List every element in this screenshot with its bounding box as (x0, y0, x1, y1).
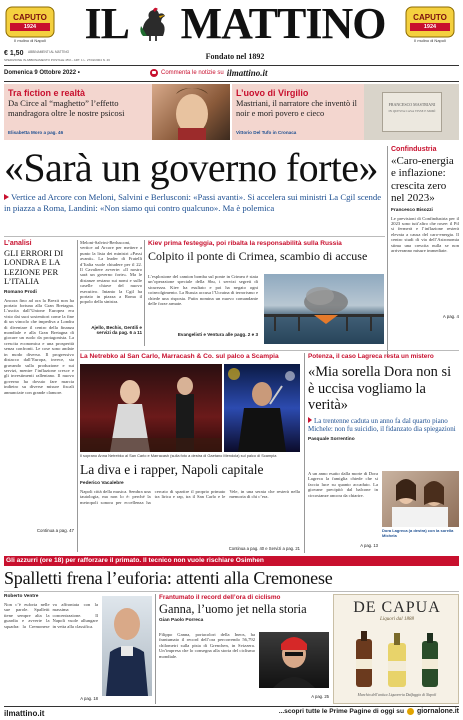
crimea-kicker: Kiev prima festeggia, poi ribalta la responsabilità sulla Russia (148, 240, 342, 247)
founded: Fondato nel 1892 (205, 52, 265, 61)
price: € 1,50 (4, 50, 24, 57)
caputo-badge-icon (404, 3, 456, 43)
rooster-icon (137, 6, 171, 42)
sport-article[interactable] (4, 594, 152, 704)
teaser-left-kicker: Tra fiction e realtà (8, 88, 86, 98)
netrebko-photo[interactable] (80, 364, 222, 452)
ganna-headline: Ganna, l’uomo jet nella storia (159, 602, 307, 616)
potenza-headline: «Mia sorella Dora non si è uccisa vogliamo la verità» (308, 364, 452, 414)
ganna-continue: A pag. 25 (311, 694, 329, 699)
marracash-photo[interactable] (224, 364, 300, 452)
potenza-continue: A pag. 13 (360, 543, 378, 548)
mandragora-image (152, 84, 230, 140)
left-badge-caption: Il mulino di Napoli (14, 38, 46, 43)
main-subhead (4, 192, 384, 213)
meloni-divider (144, 240, 145, 346)
ganna-author: Gian Paolo Porreca (159, 618, 204, 623)
masthead-title[interactable] (80, 2, 390, 46)
dateline-date: Domenica 9 Ottobre 2022 • (4, 70, 80, 76)
dateline-rule (4, 81, 459, 82)
potenza-subhead (308, 417, 459, 434)
de-capua-ad[interactable] (333, 594, 459, 704)
concert-kicker: La Netrebko al San Carlo, Marracash & Co. sul palco a Scampia (80, 353, 279, 360)
analysis-headline: GLI ERRORI DI LONDRA E LA LEZIONE PER L’ITALIA (4, 248, 64, 287)
inflation-author: Francesco Bisozzi (391, 207, 433, 213)
ganna-photo (259, 632, 329, 688)
left-badge-top: CAPUTO (13, 13, 47, 22)
comment-site[interactable]: ilmattino.it (226, 68, 268, 78)
postal-note: SPEDIZIONE IN ABBONAMENTO POSTALE 45% - ART. 1 L. 27/02/2004 N. 46 (4, 58, 110, 62)
meloni-column[interactable] (80, 240, 142, 346)
sport-divider (155, 594, 156, 704)
potenza-divider (304, 353, 305, 553)
concert-headline[interactable]: La diva e i rapper, Napoli capitale (80, 462, 264, 477)
ganna-kicker: Frantumato il record dell’ora di ciclismo (159, 594, 281, 601)
right-col-divider (387, 146, 388, 356)
left-badge-year: 1924 (23, 24, 37, 30)
sport-rule (4, 591, 459, 592)
footer-right[interactable] (200, 708, 459, 715)
footer-right-site: giornalone.it (417, 708, 459, 715)
crimea-byline: Evangelisti e Ventura alle pagg. 2 e 3 (177, 332, 258, 337)
crimea-block[interactable] (148, 240, 384, 346)
right-badge-caption: Il mulino di Napoli (414, 38, 446, 43)
analysis-label: L’analisi (4, 240, 32, 247)
inflation-block[interactable] (391, 146, 459, 356)
lagreca-photo-caption: Dora Lagreca (a destra) con la sorella Michela (382, 528, 454, 538)
ad-bottles (342, 629, 452, 689)
sport-author: Roberto Ventre (4, 594, 39, 599)
ad-brand: DE CAPUA (353, 599, 441, 616)
inflation-continue: A pag. 4 (442, 313, 459, 319)
potenza-block[interactable] (308, 353, 459, 553)
inflation-headline: «Caro-energia e inflazione: crescita zero nel 2023» (391, 155, 454, 205)
meloni-bylines: Ajello, Bechis, Gentili e servizi da pag. 6 a 11 (91, 325, 142, 335)
potenza-author: Pasquale Sorrentino (308, 436, 355, 442)
analysis-block[interactable] (4, 240, 74, 552)
teaser-left-headline: Da Circe al “maghetto” l’effetto mandragora oltre le nostre psicosi (8, 98, 125, 118)
ad-tagline: Liquori dal 1888 (380, 617, 414, 622)
potenza-subhead-text: La trentenne caduta un anno fa dal quarto piano Michele: non fu suicidio, il fidanzato dia spiegazioni (308, 416, 456, 434)
masthead-title-left: IL (84, 0, 127, 48)
plaque-line1: FRANCESCO MASTRIANI (388, 102, 436, 107)
teaser-right-headline: Mastriani, il narratore che inventò il noir e morì povero e cieco (236, 99, 357, 118)
comment-icon (150, 69, 158, 77)
main-rule (4, 236, 385, 237)
lagreca-photo (382, 471, 459, 527)
bullet-triangle-icon (308, 417, 312, 423)
right-badge-year: 1924 (423, 24, 437, 30)
teaser-left[interactable] (4, 84, 230, 140)
crimea-bridge-image (264, 274, 384, 344)
ganna-article[interactable] (159, 594, 329, 704)
teaser-left-byline: Elisabetta Moro a pag. 46 (8, 130, 64, 135)
concert-rule (80, 350, 459, 351)
teaser-right-byline: Vittorio Del Tufo in Cronaca (236, 130, 297, 135)
caputo-badge-icon (4, 3, 56, 43)
plaque-line2: IN QUESTA CASA VISSE E MORÌ (388, 109, 436, 113)
footer-left[interactable]: ilmattino.it (4, 709, 45, 718)
potenza-kicker: Potenza, il caso Lagreca resta un mistero (308, 353, 434, 360)
ganna-body: Filippo Ganna, portacolori della Ineos, ha frantumato il record dell’ora percorrendo 56,792 chilometri sulla pista di Grenchen, in Svizzera. Un’impresa che lo consegna alla storia del ciclismo mondiale. (159, 632, 255, 659)
spalletti-photo (102, 596, 152, 696)
price-note: ABBINAMENTI AL MATTINO (28, 50, 70, 54)
potenza-body: A un anno esatto dalla morte di Dora Lagreca la famiglia chiede che si faccia luce su quanto accaduto. La giovane precipitò dal balcone in circostanze ancora da chiarire. (308, 471, 378, 498)
teaser-right[interactable] (232, 84, 459, 140)
inflation-body: Le previsioni di Confindustria per il 2023 sono tutt’altro che rosee: il Pil si fermerà e l’inflazione resterà elevata a causa del caro-energia. Il centro studi di via dell’Astronomia stima una crescita nulla se non arriveranno misure immediate. (391, 215, 459, 254)
concert-body: Napoli città della musica. Sembra una tautologia, ma non lo è: perché la metropoli sonora per eccellenza ha cercato di spartire il proprio primato tra lirica e rap, tra il San Carlo e le Vele, in una serata che resterà nella memoria di chi c’era. (80, 489, 300, 505)
sport-body: Non c’è euforia nelle sue parole. Spalletti tiene sempre alta la guardia e avverte la squadra: la Cremonese va affrontata con la massima concentrazione. Il Napoli vuole allungare in vetta alla classifica. (4, 602, 98, 629)
concert-caption: Il soprano Anna Netrebko al San Carlo e Marracash (sulla foto a destra di Gaetano Mendola) sul palco di Scampia (80, 453, 277, 458)
sport-kicker: Gli azzurri (ore 18) per rafforzare il primato. Il tecnico non vuole rischiare Osimhen (6, 557, 264, 564)
giornalone-icon (407, 708, 414, 715)
analysis-divider (77, 240, 78, 552)
analysis-continue: Continua a pag. 47 (36, 527, 74, 533)
analysis-author: Romano Prodi (4, 289, 37, 295)
concert-author: Federico Vacalebre (80, 481, 124, 486)
footer-right-prefix: ...scopri tutte le Prime Pagine di oggi su (278, 708, 404, 715)
right-badge-top: CAPUTO (413, 13, 447, 22)
sport-continue: A pag. 18 (80, 696, 98, 701)
crimea-body: L’esplosione del camion bomba sul ponte in Crimea è stata un’operazione speciale della Sbu, i servizi segreti di sicurezza. Kiev ha esultato e poi ha negato ogni coinvolgimento. La Russia accusa l’Ucraina di terrorismo e chiede una risposta. Putin nomina un nuovo comandante delle forze armate. (148, 274, 258, 307)
footer-rule (4, 706, 459, 707)
comment-prefix: Commenta le notizie su (161, 70, 224, 76)
left-caputo-badge (4, 3, 56, 43)
right-caputo-badge (404, 3, 456, 43)
main-subhead-text: Vertice ad Arcore con Meloni, Salvini e Berlusconi: «Passi avanti». Si accelera sui ministri La Cgil scende in piazza a Roma, Landini: «Non siamo qui contro qualcuno». Ma è polemica (4, 192, 382, 213)
ad-footer: Marchio dell'antica Liquoreria Dalfaggio di Napoli (357, 693, 437, 697)
masthead-rule (4, 65, 459, 66)
inflation-label: Confindustria (391, 146, 437, 153)
meloni-body: Meloni-Salvini-Berlusconi, vertice ad Arcore per mettere a punto la lista dei ministri «Passi avanti». La leader di Fratelli d’Italia vuole chiudere per il 22. Il Cavaliere avverte: «Il nostro sarà un governo forte». Ma le distanze restano sui nomi e sulle caselle chiave del nuovo esecutivo. Intanto la Cgil ha portato in piazza a Roma il popolo della sinistra. (80, 240, 142, 305)
main-headline[interactable]: «Sarà un governo forte» (4, 145, 378, 190)
mastriani-plaque-image (364, 84, 459, 140)
concert-continue: Continua a pag. 40 e Servizi a pag. 21 (228, 546, 300, 551)
analysis-body: Ancora fino ad ora la Brexit non ha portato fortuna alla Gran Bretagna. L’uscita dall’Unione Europea era visto dai suoi sostenitori come la fine di un vincolo che impediva a Londra di diventare il centro della finanza mondiale e alla Gran Bretagna di giocare un ruolo da protagonista. La crescita economica e una prosperità senza confronti. Le cose sono andate in modo diverso. Il progressivo distacco dall’Europa, invece, sta gravando sulla produzione e sui servizi, mentre l’inflazione cresce e gli investimenti rallentano. Il nuovo governo ha dovuto fare marcia indietro su diverse misure fiscali annunciate con grande clamore. (4, 297, 74, 395)
liquor-bottles-icon (342, 629, 452, 689)
crimea-headline: Colpito il ponte di Crimea, scambio di accuse (148, 249, 368, 263)
sport-headline[interactable]: Spalletti frena l’euforia: attenti alla Cremonese (4, 568, 333, 588)
bullet-triangle-icon (4, 194, 9, 200)
teaser-right-kicker: L’uovo di Virgilio (236, 88, 309, 98)
dateline-comments[interactable] (150, 68, 267, 78)
masthead-title-right: MATTINO (180, 0, 386, 48)
